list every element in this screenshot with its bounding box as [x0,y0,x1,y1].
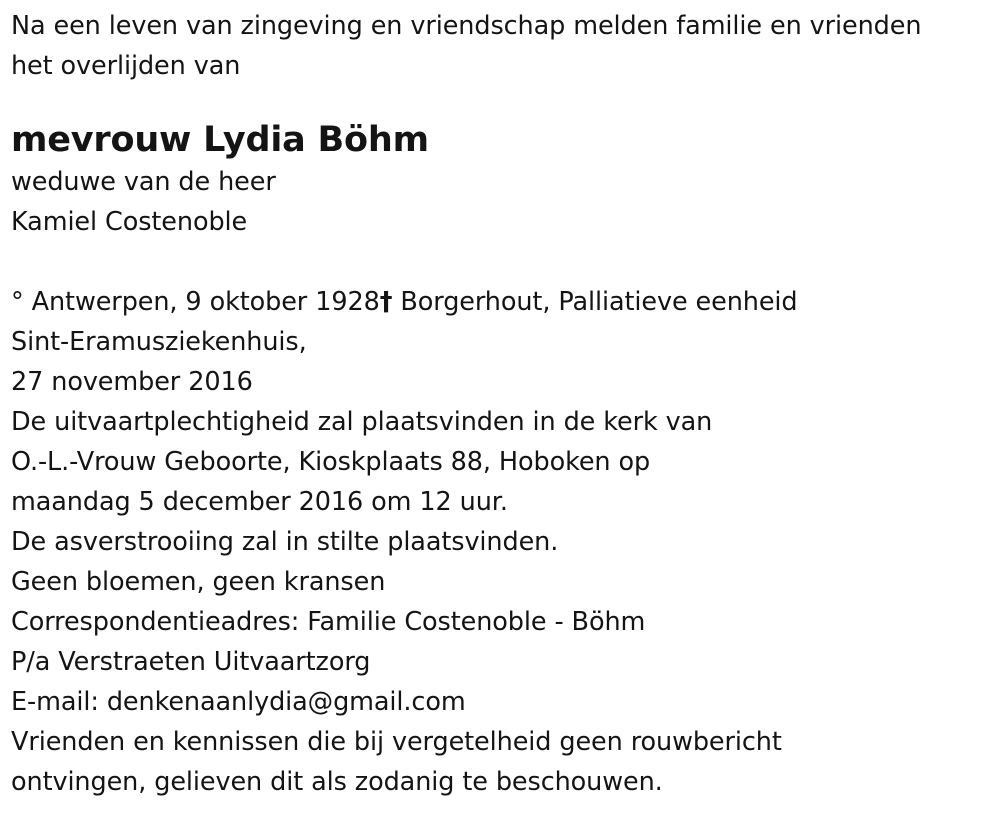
cross-icon: † [379,287,393,317]
closing-line-2: ontvingen, gelieven dit als zodanig te beschouwen. [11,767,663,797]
ceremony-line-4: De asverstrooiing zal in stilte plaatsvinden. [11,527,559,557]
obituary-notice [11,6,991,802]
intro-line-1: Na een leven van zingeving en vriendschap melden familie en vrienden [11,11,922,41]
spacer [11,86,991,118]
ceremony-line-2: O.-L.-Vrouw Geboorte, Kioskplaats 88, Hoboken op [11,447,651,477]
birth-death-line [11,282,991,322]
email-line: E-mail: denkenaanlydia@gmail.com [11,687,466,717]
spacer [11,242,991,282]
death-place-line-2: Sint-Eramusziekenhuis, [11,327,307,357]
correspondence-address: Correspondentieadres: Familie Costenoble - Böhm [11,607,646,637]
care-of: P/a Verstraeten Uitvaartzorg [11,647,371,677]
death-place: Borgerhout, Palliatieve eenheid [392,287,798,317]
deceased-name: mevrouw Lydia Böhm [11,120,429,160]
closing-line-1: Vrienden en kennissen die bij vergetelheid geen rouwbericht [11,727,782,757]
ceremony-line-5: Geen bloemen, geen kransen [11,567,386,597]
birth-info: ° Antwerpen, 9 oktober 1928 [11,287,380,317]
ceremony-line-3: maandag 5 december 2016 om 12 uur. [11,487,508,517]
death-date: 27 november 2016 [11,367,253,397]
intro-line-2: het overlijden van [11,51,241,81]
relation-line-1: weduwe van de heer [11,167,276,197]
ceremony-line-1: De uitvaartplechtigheid zal plaatsvinden in de kerk van [11,407,713,437]
relation-line-2: Kamiel Costenoble [11,207,248,237]
